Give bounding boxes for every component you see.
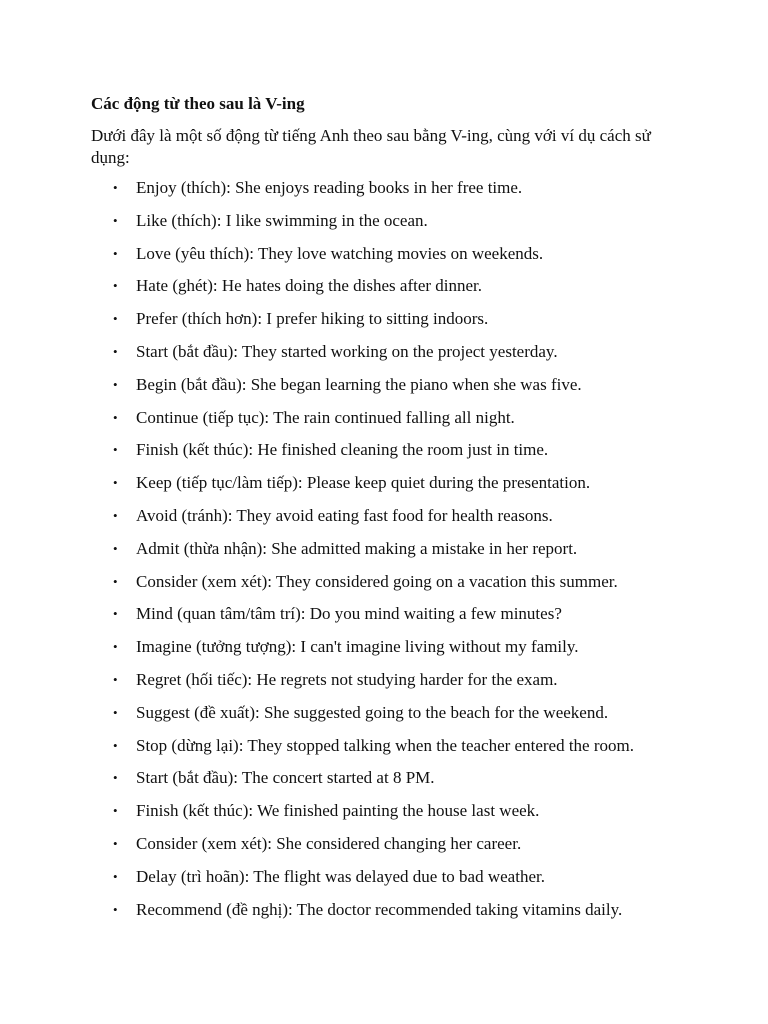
list-item-text: Start (bắt đầu): They started working on the project yesterday. [136,341,558,361]
list-item-text: Recommend (đề nghị): The doctor recommended taking vitamins daily. [136,899,623,919]
list-item [91,899,691,921]
intro-paragraph: Dưới đây là một số động từ tiếng Anh theo sau bằng V-ing, cùng với ví dụ cách sử dụng: [91,126,651,167]
list-item-text: Finish (kết thúc): We finished painting the house last week. [136,801,540,821]
bullet-icon: • [113,409,118,425]
bullet-icon: • [113,704,118,720]
list-item-text: Consider (xem xét): She considered changing her career. [136,833,522,853]
list-item [91,210,691,232]
list-item-text: Start (bắt đầu): The concert started at 8 PM. [136,768,435,788]
list-item-text: Stop (dừng lại): They stopped talking when the teacher entered the room. [136,735,634,755]
list-item-text: Regret (hối tiếc): He regrets not studying harder for the exam. [136,669,558,689]
list-item-text: Imagine (tưởng tượng): I can't imagine living without my family. [136,637,579,657]
list-item [91,341,691,363]
list-item [91,767,691,789]
list-item [91,735,691,757]
list-item-text: Hate (ghét): He hates doing the dishes after dinner. [136,276,483,296]
list-item [91,702,691,724]
document-title: Các động từ theo sau là V-ing [91,94,305,113]
list-item-text: Finish (kết thúc): He finished cleaning the room just in time. [136,440,549,460]
list-item-text: Prefer (thích hơn): I prefer hiking to sitting indoors. [136,309,489,329]
bullet-icon: • [113,901,118,917]
bullet-icon: • [113,803,118,819]
list-item-text: Suggest (đề xuất): She suggested going to the beach for the weekend. [136,702,609,722]
bullet-icon: • [113,606,118,622]
list-item [91,275,691,297]
list-item [91,243,691,265]
list-item [91,308,691,330]
bullet-icon: • [113,835,118,851]
bullet-icon: • [113,573,118,589]
list-item [91,800,691,822]
list-item-text: Mind (quan tâm/tâm trí): Do you mind waiting a few minutes? [136,604,562,624]
bullet-icon: • [113,180,118,195]
list-item-text: Continue (tiếp tục): The rain continued falling all night. [136,407,515,427]
bullet-icon: • [113,868,118,884]
bullet-icon: • [113,507,118,523]
list-item [91,636,691,658]
list-item [91,472,691,494]
bullet-icon: • [113,475,118,491]
list-item [91,866,691,888]
bullet-icon: • [113,737,118,753]
list-item [91,439,691,461]
bullet-icon: • [113,770,118,786]
list-item-text: Like (thích): I like swimming in the ocean. [136,210,428,230]
list-item-text: Avoid (tránh): They avoid eating fast food for health reasons. [136,505,553,525]
list-item [91,571,691,593]
bullet-icon: • [113,376,118,392]
list-item-text: Delay (trì hoãn): The flight was delayed due to bad weather. [136,866,545,886]
bullet-icon: • [113,442,118,458]
list-item [91,407,691,429]
bullet-icon: • [113,278,118,294]
list-item-text: Love (yêu thích): They love watching movies on weekends. [136,243,544,263]
list-item [91,669,691,691]
bullet-icon: • [113,311,118,327]
bullet-icon: • [113,343,118,359]
list-item [91,538,691,560]
bullet-icon: • [113,540,118,556]
list-item-text: Begin (bắt đầu): She began learning the piano when she was five. [136,374,582,394]
list-item [91,833,691,855]
bullet-icon: • [113,245,118,261]
bullet-icon: • [113,639,118,655]
list-item-text: Consider (xem xét): They considered going on a vacation this summer. [136,571,618,591]
bullet-icon: • [113,671,118,687]
bullet-icon: • [113,212,118,228]
list-item-text: Admit (thừa nhận): She admitted making a mistake in her report. [136,538,578,558]
list-item [91,505,691,527]
list-item [91,603,691,625]
list-item [91,374,691,396]
list-item-text: Enjoy (thích): She enjoys reading books in her free time. [136,178,523,197]
list-item-text: Keep (tiếp tục/làm tiếp): Please keep quiet during the presentation. [136,473,591,493]
list-item [91,177,691,199]
document-page [91,93,691,931]
verb-list [91,177,691,921]
